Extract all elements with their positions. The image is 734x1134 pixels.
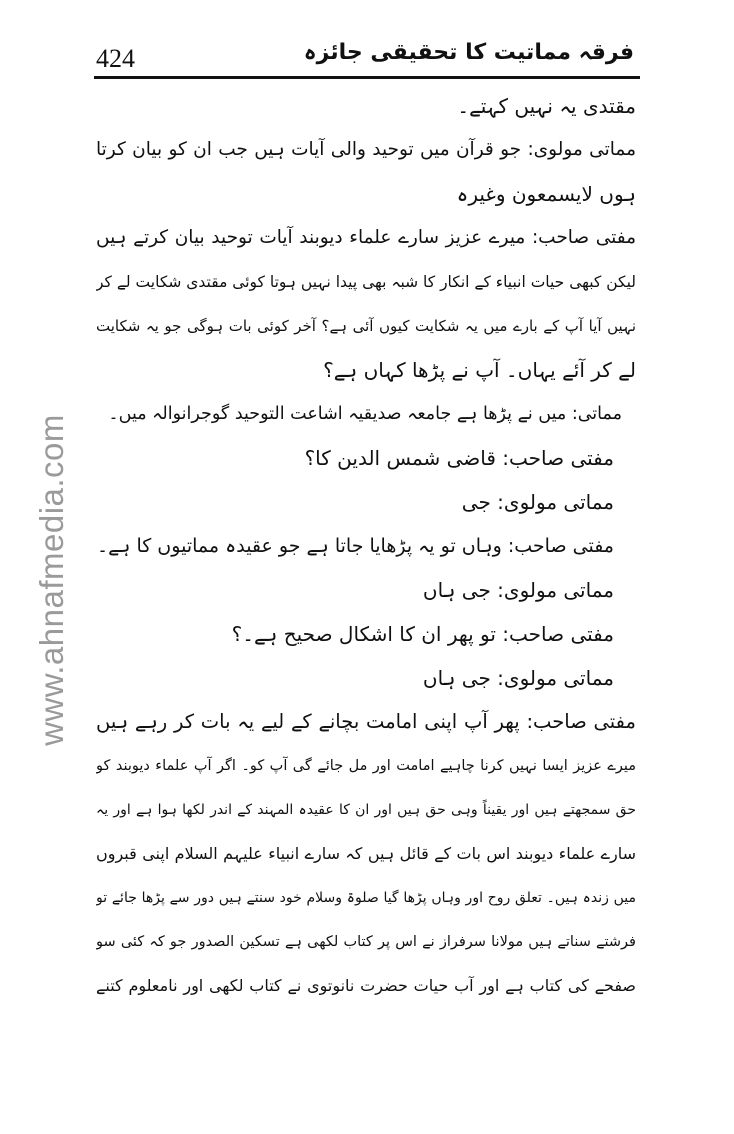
header-rule (94, 76, 640, 79)
text-line: لے کر آئے یہاں۔ آپ نے پڑھا کہاں ہے؟ (323, 358, 636, 382)
text-line: مقتدی یہ نہیں کہتے۔ (457, 94, 636, 118)
text-line: ہوں لایسمعون وغیرہ (456, 182, 636, 206)
text-line: میں زندہ ہیں۔ تعلق روح اور وہاں پڑھا گیا صلوۃ وسلام خود سنتے ہیں دور سے پڑھا جائے تو (96, 890, 636, 906)
text-line: حق سمجھتے ہیں اور یقیناً وہی حق ہیں اور ان کا عقیدہ المہند کے اندر لکھا ہوا ہے اور یہ (96, 802, 636, 818)
running-title: فرقہ مماتیت کا تحقیقی جائزہ (303, 40, 634, 65)
text-line: مماتی مولوی: جی (461, 490, 614, 514)
text-line: لیکن کبھی حیات انبیاء کے انکار کا شبہ بھی پیدا نہیں ہوتا کوئی مقتدی شکایت لے کر (96, 273, 636, 291)
text-line: سارے علماء دیوبند اس بات کے قائل ہیں کہ سارے انبیاء علیہم السلام اپنی قبروں (96, 844, 636, 863)
text-line: مفتی صاحب: قاضی شمس الدین کا؟ (304, 446, 614, 470)
text-line: مفتی صاحب: وہاں تو یہ پڑھایا جاتا ہے جو عقیدہ مماتیوں کا ہے۔ (97, 535, 614, 557)
text-line: میرے عزیز ایسا نہیں کرنا چاہیے امامت اور مل جائے گی آپ کو۔ اگر آپ علماء دیوبند کو (96, 758, 636, 774)
text-line: مماتی: میں نے پڑھا ہے جامعہ صدیقیہ اشاعت التوحید گوجرانوالہ میں۔ (108, 404, 622, 424)
watermark-text: www.ahnafmedia.com (33, 414, 70, 746)
text-line: مفتی صاحب: تو پھر ان کا اشکال صحیح ہے۔؟ (231, 622, 614, 646)
text-line: مماتی مولوی: جی ہاں (422, 578, 614, 602)
text-line: نہیں آیا آپ کے بارے میں یہ شکایت کیوں آئی ہے؟ آخر کوئی بات ہوگی جو یہ شکایت (96, 317, 636, 335)
text-line: صفحے کی کتاب ہے اور آب حیات حضرت نانوتوی نے کتاب لکھی اور نامعلوم کتنے (96, 976, 636, 995)
text-line: مماتی مولوی: جو قرآن میں توحید والی آیات ہیں جب ان کو بیان کرتا (96, 139, 636, 160)
body-text (96, 84, 636, 1008)
text-line: مفتی صاحب: میرے عزیز سارے علماء دیوبند آیات توحید بیان کرتے ہیں (96, 227, 636, 248)
page-number: 424 (96, 44, 135, 73)
text-line: مماتی مولوی: جی ہاں (422, 666, 614, 690)
text-line: مفتی صاحب: پھر آپ اپنی امامت بچانے کے لیے یہ بات کر رہے ہیں (96, 710, 636, 733)
text-line: فرشتے سناتے ہیں مولانا سرفراز نے اس پر کتاب لکھی ہے تسکین الصدور جو کہ کئی سو (96, 934, 636, 950)
